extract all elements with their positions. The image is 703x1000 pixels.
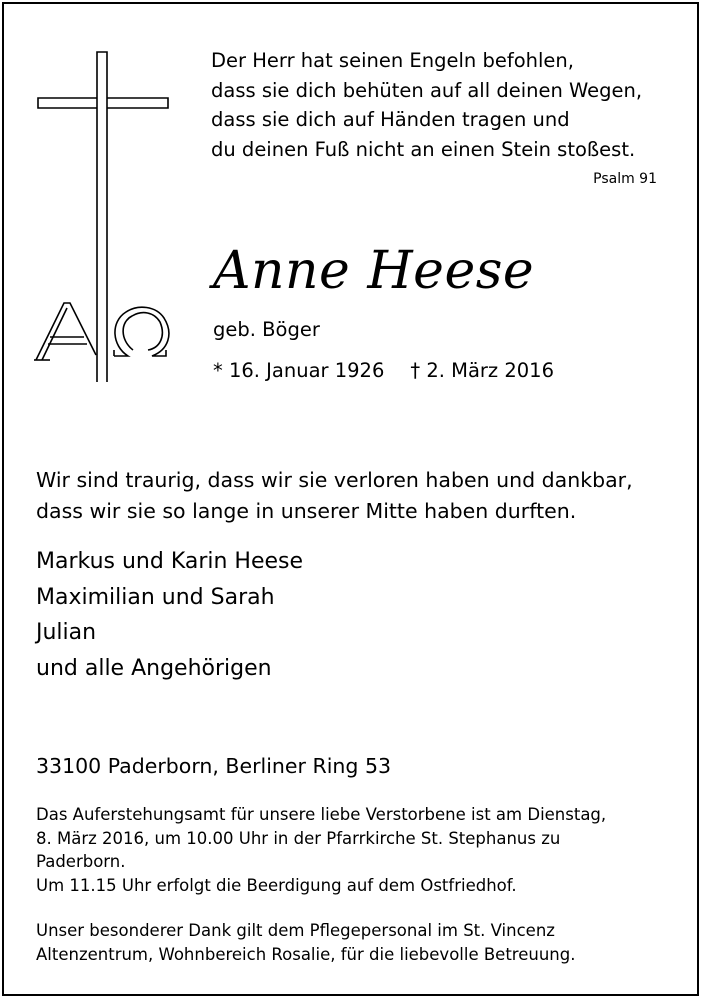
thanks-note [36, 919, 575, 966]
service-line: Paderborn. [36, 852, 126, 871]
birth-date: * 16. Januar 1926 [213, 359, 385, 382]
service-info [36, 803, 606, 897]
thanks-line: Altenzentrum, Wohnbereich Rosalie, für die liebevolle Betreuung. [36, 944, 576, 964]
cross-alpha-omega-icon [34, 50, 174, 382]
obituary-frame [2, 2, 699, 996]
service-line: Das Auferstehungsamt für unsere liebe Verstorbene ist am Dienstag, [36, 805, 607, 824]
verse-line: Der Herr hat seinen Engeln befohlen, [211, 49, 574, 72]
family-member: Maximilian und Sarah [36, 584, 275, 610]
death-date: † 2. März 2016 [410, 359, 554, 382]
mourning-message [36, 465, 633, 527]
family-member: und alle Angehörigen [36, 655, 272, 681]
psalm-verse [211, 46, 642, 164]
service-line: 8. März 2016, um 10.00 Uhr in der Pfarrkirche St. Stephanus zu [36, 828, 561, 848]
verse-line: dass sie dich auf Händen tragen und [211, 108, 570, 131]
birth-name: geb. Böger [213, 318, 320, 341]
message-line: Wir sind traurig, dass wir sie verloren haben und dankbar, [36, 468, 633, 492]
life-dates [213, 359, 554, 382]
message-line: dass wir sie so lange in unserer Mitte haben durften. [36, 499, 577, 523]
family-member: Julian [36, 620, 97, 645]
verse-line: dass sie dich behüten auf all deinen Wegen, [211, 78, 643, 102]
family-address: 33100 Paderborn, Berliner Ring 53 [36, 754, 392, 778]
thanks-line: Unser besonderer Dank gilt dem Pflegepersonal im St. Vincenz [36, 921, 555, 940]
service-line: Um 11.15 Uhr erfolgt die Beerdigung auf dem Ostfriedhof. [36, 875, 517, 895]
family-member: Markus und Karin Heese [36, 549, 304, 574]
family-list [36, 544, 303, 686]
deceased-name: Anne Heese [213, 241, 535, 301]
verse-line: du deinen Fuß nicht an einen Stein stoßest. [211, 137, 636, 161]
verse-source: Psalm 91 [593, 171, 657, 187]
